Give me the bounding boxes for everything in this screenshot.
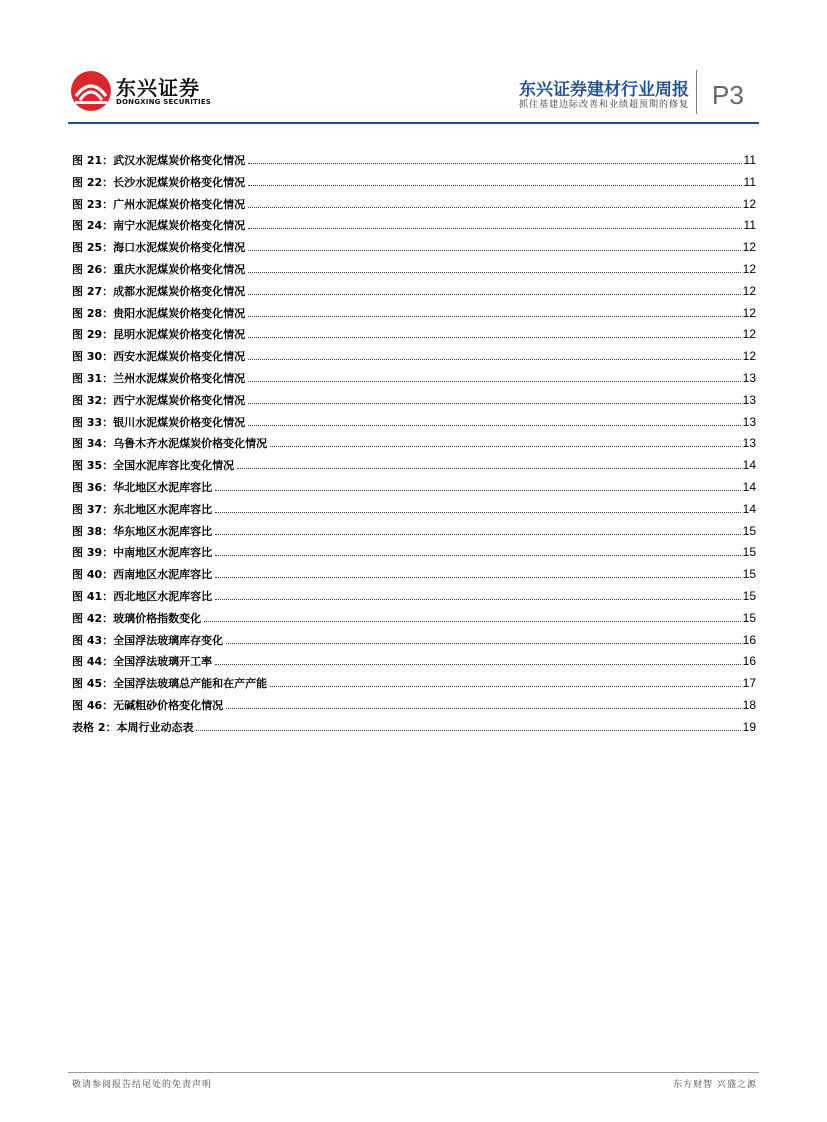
toc-entry-label: 图 28：贵阳水泥煤炭价格变化情况: [72, 306, 246, 320]
toc-entry[interactable]: [72, 392, 756, 414]
toc-entry[interactable]: [72, 261, 756, 283]
footer-disclaimer: 敬请参阅报告结尾处的免责声明: [72, 1080, 213, 1090]
report-subtitle: 抓住基建边际改善和业绩超预期的修复: [518, 100, 689, 110]
toc-entry-label: 图 38：华东地区水泥库容比: [72, 524, 213, 538]
toc-entry-label: 图 43：全国浮法玻璃库存变化: [72, 633, 224, 647]
toc-dot-leader: [215, 555, 741, 556]
toc-entry-label: 图 33：银川水泥煤炭价格变化情况: [72, 415, 246, 429]
toc-dot-leader: [248, 228, 741, 229]
toc-entry-page: 12: [742, 261, 756, 276]
toc-entry-label: 图 21：武汉水泥煤炭价格变化情况: [72, 154, 246, 167]
toc-entry[interactable]: [72, 152, 756, 174]
dongxing-logo-icon: [70, 70, 112, 112]
toc-entry[interactable]: [72, 632, 756, 654]
toc-entry-page: 11: [743, 218, 756, 233]
toc-dot-leader: [248, 163, 741, 164]
toc-entry-page: 11: [743, 174, 756, 189]
toc-entry-page: 14: [742, 458, 756, 473]
toc-dot-leader: [215, 599, 741, 600]
toc-entry-label: 图 26：重庆水泥煤炭价格变化情况: [72, 262, 246, 276]
toc-entry-page: 16: [742, 654, 756, 669]
toc-dot-leader: [248, 403, 741, 404]
toc-entry-label: 图 42：玻璃价格指数变化: [72, 611, 202, 625]
toc-entry-page: 16: [742, 632, 756, 647]
toc-entry-label: 图 27：成都水泥煤炭价格变化情况: [72, 284, 246, 298]
toc-entry-label: 图 29：昆明水泥煤炭价格变化情况: [72, 328, 246, 342]
toc-entry[interactable]: [72, 610, 756, 632]
header-divider: [696, 70, 697, 114]
toc-entry-label: 图 45：全国浮法玻璃总产能和在产产能: [72, 677, 268, 691]
toc-dot-leader: [215, 664, 741, 665]
toc-dot-leader: [196, 730, 740, 731]
toc-dot-leader: [248, 359, 741, 360]
toc-dot-leader: [215, 512, 741, 513]
toc-dot-leader: [270, 686, 741, 687]
toc-entry-page: 14: [742, 501, 756, 516]
toc-entry-page: 15: [742, 523, 756, 538]
toc-entry-label: 图 41：西北地区水泥库容比: [72, 589, 213, 603]
toc-entry[interactable]: [72, 239, 756, 261]
table-of-contents: [72, 152, 756, 741]
toc-entry-page: 15: [742, 567, 756, 582]
toc-dot-leader: [248, 337, 741, 338]
toc-dot-leader: [248, 294, 741, 295]
toc-entry-page: 13: [742, 392, 756, 407]
toc-entry[interactable]: [72, 414, 756, 436]
toc-entry-page: 12: [742, 349, 756, 364]
toc-entry-label: 图 31：兰州水泥煤炭价格变化情况: [72, 371, 246, 385]
toc-entry-label: 表格 2：本周行业动态表: [72, 720, 194, 734]
footer-slogan: 东方财智 兴盛之源: [673, 1080, 757, 1090]
toc-entry-label: 图 22：长沙水泥煤炭价格变化情况: [72, 175, 246, 189]
toc-entry[interactable]: [72, 544, 756, 566]
toc-entry[interactable]: [72, 653, 756, 675]
toc-entry-page: 17: [742, 676, 756, 691]
toc-entry[interactable]: [72, 326, 756, 348]
toc-entry-label: 图 35：全国水泥库容比变化情况: [72, 459, 235, 473]
toc-entry[interactable]: [72, 457, 756, 479]
toc-entry-page: 15: [742, 610, 756, 625]
toc-entry-label: 图 44：全国浮法玻璃开工率: [72, 655, 213, 669]
toc-entry-label: 图 23：广州水泥煤炭价格变化情况: [72, 197, 246, 211]
header-rule: [68, 122, 759, 124]
toc-entry[interactable]: [72, 217, 756, 239]
toc-entry-page: 15: [742, 588, 756, 603]
report-title: 东兴证券建材行业周报: [519, 80, 689, 100]
toc-entry-page: 12: [742, 196, 756, 211]
toc-entry-label: 图 30：西安水泥煤炭价格变化情况: [72, 350, 246, 364]
toc-entry-label: 图 34：乌鲁木齐水泥煤炭价格变化情况: [72, 437, 268, 451]
toc-entry-page: 12: [742, 305, 756, 320]
toc-dot-leader: [248, 250, 741, 251]
company-logo: [70, 70, 212, 115]
toc-entry-label: 图 46：无碱粗砂价格变化情况: [72, 698, 224, 712]
toc-entry[interactable]: [72, 697, 756, 719]
toc-entry[interactable]: [72, 501, 756, 523]
toc-entry[interactable]: [72, 305, 756, 327]
toc-entry[interactable]: [72, 370, 756, 392]
toc-entry-label: 图 32：西宁水泥煤炭价格变化情况: [72, 393, 246, 407]
toc-dot-leader: [226, 643, 741, 644]
toc-entry-label: 图 37：东北地区水泥库容比: [72, 502, 213, 516]
toc-dot-leader: [270, 446, 741, 447]
toc-dot-leader: [204, 621, 741, 622]
page-header: [0, 0, 827, 130]
toc-dot-leader: [215, 490, 741, 491]
toc-dot-leader: [215, 577, 741, 578]
toc-entry[interactable]: [72, 566, 756, 588]
toc-dot-leader: [248, 272, 741, 273]
toc-dot-leader: [248, 425, 741, 426]
toc-dot-leader: [237, 468, 741, 469]
toc-entry-page: 13: [742, 436, 756, 451]
toc-entry[interactable]: [72, 675, 756, 697]
toc-entry-label: 图 40：西南地区水泥库容比: [72, 568, 213, 582]
toc-entry-page: 12: [742, 327, 756, 342]
toc-entry-label: 图 25：海口水泥煤炭价格变化情况: [72, 241, 246, 255]
logo-chinese-name: 东兴证券: [116, 76, 200, 100]
toc-entry-page: 12: [742, 283, 756, 298]
page-number: P3: [712, 80, 744, 110]
toc-entry[interactable]: [72, 523, 756, 545]
toc-entry-page: 12: [742, 240, 756, 255]
toc-entry-label: 图 39：中南地区水泥库容比: [72, 546, 213, 560]
toc-entry[interactable]: [72, 719, 756, 741]
toc-entry-page: 13: [742, 414, 756, 429]
toc-entry-page: 14: [742, 479, 756, 494]
toc-entry[interactable]: [72, 174, 756, 196]
toc-entry-page: 15: [742, 545, 756, 560]
toc-entry[interactable]: [72, 479, 756, 501]
toc-entry-page: 11: [743, 153, 756, 167]
toc-dot-leader: [248, 316, 741, 317]
footer-rule: [68, 1072, 759, 1073]
toc-dot-leader: [248, 207, 741, 208]
toc-entry-page: 19: [742, 719, 756, 734]
toc-dot-leader: [226, 708, 741, 709]
toc-entry-page: 18: [742, 697, 756, 712]
toc-entry[interactable]: [72, 196, 756, 218]
logo-english-name: DONGXING SECURITIES: [116, 98, 212, 106]
toc-entry[interactable]: [72, 588, 756, 610]
toc-entry[interactable]: [72, 283, 756, 305]
toc-entry-page: 13: [742, 370, 756, 385]
toc-dot-leader: [215, 534, 741, 535]
toc-dot-leader: [248, 185, 741, 186]
toc-entry-label: 图 24：南宁水泥煤炭价格变化情况: [72, 219, 246, 233]
toc-entry-label: 图 36：华北地区水泥库容比: [72, 480, 213, 494]
toc-entry[interactable]: [72, 435, 756, 457]
toc-dot-leader: [248, 381, 741, 382]
toc-entry[interactable]: [72, 348, 756, 370]
